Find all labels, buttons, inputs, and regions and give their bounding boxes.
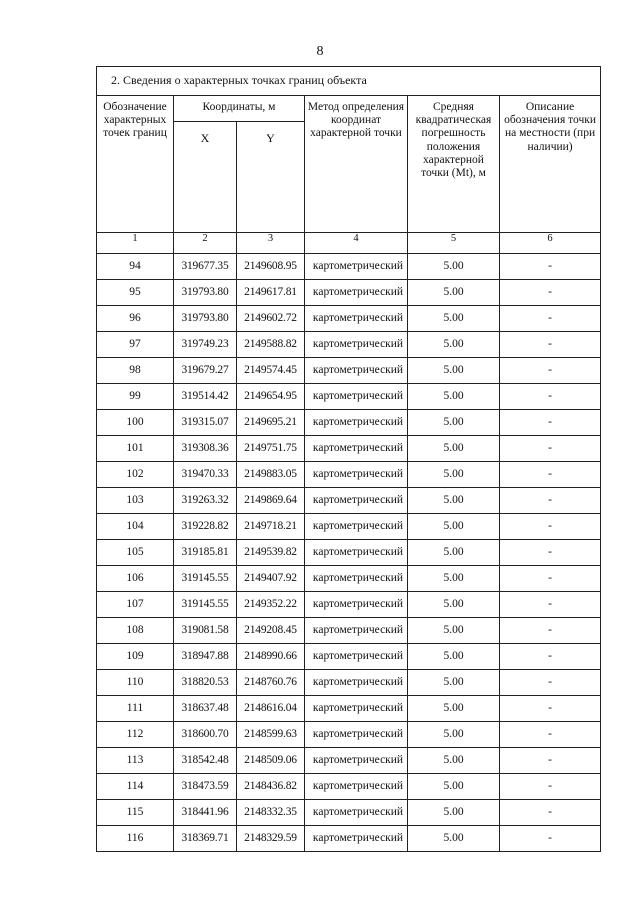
- y-coordinate-cell: 2149654.95: [237, 384, 305, 410]
- method-cell: картометрический: [305, 748, 408, 774]
- description-cell: -: [500, 748, 601, 774]
- y-coordinate-cell: 2149751.75: [237, 436, 305, 462]
- point-number-cell: 105: [97, 540, 174, 566]
- table-row: [97, 384, 601, 410]
- x-coordinate-cell: 319308.36: [174, 436, 237, 462]
- point-number-cell: 97: [97, 332, 174, 358]
- description-cell: -: [500, 826, 601, 852]
- error-cell: 5.00: [408, 696, 500, 722]
- table-row: [97, 696, 601, 722]
- method-cell: картометрический: [305, 696, 408, 722]
- description-cell: -: [500, 254, 601, 280]
- table-row: [97, 540, 601, 566]
- page-number: 8: [316, 44, 324, 59]
- table-row: [97, 358, 601, 384]
- table-row: [97, 618, 601, 644]
- error-cell: 5.00: [408, 410, 500, 436]
- x-coordinate-cell: 319749.23: [174, 332, 237, 358]
- error-cell: 5.00: [408, 826, 500, 852]
- point-number-cell: 100: [97, 410, 174, 436]
- method-cell: картометрический: [305, 566, 408, 592]
- table-row: [97, 800, 601, 826]
- y-coordinate-cell: 2149352.22: [237, 592, 305, 618]
- x-coordinate-cell: 319679.27: [174, 358, 237, 384]
- error-cell: 5.00: [408, 540, 500, 566]
- x-coordinate-cell: 318369.71: [174, 826, 237, 852]
- table-row: [97, 592, 601, 618]
- column-number: 6: [500, 233, 601, 254]
- y-coordinate-cell: 2148509.06: [237, 748, 305, 774]
- method-cell: картометрический: [305, 514, 408, 540]
- description-cell: -: [500, 696, 601, 722]
- x-coordinate-cell: 319145.55: [174, 566, 237, 592]
- point-number-cell: 110: [97, 670, 174, 696]
- method-cell: картометрический: [305, 358, 408, 384]
- method-cell: картометрический: [305, 540, 408, 566]
- y-coordinate-cell: 2148760.76: [237, 670, 305, 696]
- x-coordinate-cell: 318637.48: [174, 696, 237, 722]
- x-coordinate-cell: 319677.35: [174, 254, 237, 280]
- header-coordinates: Координаты, м: [174, 96, 305, 122]
- y-coordinate-cell: 2149208.45: [237, 618, 305, 644]
- header-error: Средняя квадратическая погрешность положения характерной точки (Mt), м: [408, 96, 500, 233]
- x-coordinate-cell: 318542.48: [174, 748, 237, 774]
- method-cell: картометрический: [305, 670, 408, 696]
- y-coordinate-cell: 2148616.04: [237, 696, 305, 722]
- method-cell: картометрический: [305, 254, 408, 280]
- method-cell: картометрический: [305, 436, 408, 462]
- method-cell: картометрический: [305, 800, 408, 826]
- method-cell: картометрический: [305, 618, 408, 644]
- method-cell: картометрический: [305, 462, 408, 488]
- description-cell: -: [500, 306, 601, 332]
- boundary-points-table: [96, 66, 601, 852]
- point-number-cell: 107: [97, 592, 174, 618]
- x-coordinate-cell: 318947.88: [174, 644, 237, 670]
- description-cell: -: [500, 410, 601, 436]
- x-coordinate-cell: 319185.81: [174, 540, 237, 566]
- method-cell: картометрический: [305, 722, 408, 748]
- description-cell: -: [500, 800, 601, 826]
- method-cell: картометрический: [305, 280, 408, 306]
- description-cell: -: [500, 514, 601, 540]
- x-coordinate-cell: 319081.58: [174, 618, 237, 644]
- description-cell: -: [500, 566, 601, 592]
- table-row: [97, 254, 601, 280]
- point-number-cell: 106: [97, 566, 174, 592]
- point-number-cell: 109: [97, 644, 174, 670]
- method-cell: картометрический: [305, 410, 408, 436]
- method-cell: картометрический: [305, 384, 408, 410]
- table-row: [97, 332, 601, 358]
- point-number-cell: 116: [97, 826, 174, 852]
- y-coordinate-cell: 2149883.05: [237, 462, 305, 488]
- method-cell: картометрический: [305, 774, 408, 800]
- error-cell: 5.00: [408, 254, 500, 280]
- point-number-cell: 96: [97, 306, 174, 332]
- y-coordinate-cell: 2149574.45: [237, 358, 305, 384]
- y-coordinate-cell: 2149718.21: [237, 514, 305, 540]
- error-cell: 5.00: [408, 462, 500, 488]
- section-title: 2. Сведения о характерных точках границ объекта: [97, 67, 601, 96]
- point-number-cell: 112: [97, 722, 174, 748]
- point-number-cell: 113: [97, 748, 174, 774]
- method-cell: картометрический: [305, 644, 408, 670]
- description-cell: -: [500, 358, 601, 384]
- error-cell: 5.00: [408, 514, 500, 540]
- table-row: [97, 306, 601, 332]
- error-cell: 5.00: [408, 332, 500, 358]
- x-coordinate-cell: 319228.82: [174, 514, 237, 540]
- method-cell: картометрический: [305, 826, 408, 852]
- error-cell: 5.00: [408, 748, 500, 774]
- y-coordinate-cell: 2149588.82: [237, 332, 305, 358]
- header-description: Описание обозначения точки на местности (при наличии): [500, 96, 601, 233]
- method-cell: картометрический: [305, 332, 408, 358]
- description-cell: -: [500, 774, 601, 800]
- description-cell: -: [500, 618, 601, 644]
- description-cell: -: [500, 540, 601, 566]
- point-number-cell: 104: [97, 514, 174, 540]
- description-cell: -: [500, 644, 601, 670]
- error-cell: 5.00: [408, 670, 500, 696]
- point-number-cell: 103: [97, 488, 174, 514]
- y-coordinate-cell: 2149608.95: [237, 254, 305, 280]
- y-coordinate-cell: 2148436.82: [237, 774, 305, 800]
- header-y: Y: [237, 122, 305, 233]
- description-cell: -: [500, 384, 601, 410]
- point-number-cell: 115: [97, 800, 174, 826]
- table-row: [97, 488, 601, 514]
- point-number-cell: 111: [97, 696, 174, 722]
- error-cell: 5.00: [408, 436, 500, 462]
- y-coordinate-cell: 2148599.63: [237, 722, 305, 748]
- table-body: [97, 254, 601, 852]
- point-number-cell: 98: [97, 358, 174, 384]
- description-cell: -: [500, 436, 601, 462]
- error-cell: 5.00: [408, 774, 500, 800]
- error-cell: 5.00: [408, 488, 500, 514]
- x-coordinate-cell: 318820.53: [174, 670, 237, 696]
- table-row: [97, 774, 601, 800]
- column-number: 3: [237, 233, 305, 254]
- header-designation: Обозначение характерных точек границ: [97, 96, 174, 233]
- error-cell: 5.00: [408, 618, 500, 644]
- table-row: [97, 514, 601, 540]
- method-cell: картометрический: [305, 306, 408, 332]
- x-coordinate-cell: 319793.80: [174, 306, 237, 332]
- method-cell: картометрический: [305, 488, 408, 514]
- x-coordinate-cell: 319793.80: [174, 280, 237, 306]
- table-row: [97, 566, 601, 592]
- point-number-cell: 102: [97, 462, 174, 488]
- y-coordinate-cell: 2149617.81: [237, 280, 305, 306]
- table-row: [97, 748, 601, 774]
- error-cell: 5.00: [408, 280, 500, 306]
- error-cell: 5.00: [408, 800, 500, 826]
- y-coordinate-cell: 2149539.82: [237, 540, 305, 566]
- x-coordinate-cell: 319315.07: [174, 410, 237, 436]
- x-coordinate-cell: 318600.70: [174, 722, 237, 748]
- y-coordinate-cell: 2148990.66: [237, 644, 305, 670]
- table-row: [97, 826, 601, 852]
- description-cell: -: [500, 488, 601, 514]
- point-number-cell: 99: [97, 384, 174, 410]
- table-row: [97, 280, 601, 306]
- description-cell: -: [500, 280, 601, 306]
- table-row: [97, 462, 601, 488]
- error-cell: 5.00: [408, 644, 500, 670]
- y-coordinate-cell: 2149407.92: [237, 566, 305, 592]
- error-cell: 5.00: [408, 384, 500, 410]
- table-row: [97, 722, 601, 748]
- table-row: [97, 436, 601, 462]
- table-row: [97, 670, 601, 696]
- table-row: [97, 410, 601, 436]
- description-cell: -: [500, 670, 601, 696]
- x-coordinate-cell: 319514.42: [174, 384, 237, 410]
- x-coordinate-cell: 319145.55: [174, 592, 237, 618]
- x-coordinate-cell: 319470.33: [174, 462, 237, 488]
- description-cell: -: [500, 332, 601, 358]
- header-x: X: [174, 122, 237, 233]
- error-cell: 5.00: [408, 592, 500, 618]
- column-number: 4: [305, 233, 408, 254]
- error-cell: 5.00: [408, 722, 500, 748]
- description-cell: -: [500, 592, 601, 618]
- column-number: 5: [408, 233, 500, 254]
- x-coordinate-cell: 318473.59: [174, 774, 237, 800]
- error-cell: 5.00: [408, 306, 500, 332]
- description-cell: -: [500, 462, 601, 488]
- x-coordinate-cell: 319263.32: [174, 488, 237, 514]
- y-coordinate-cell: 2149695.21: [237, 410, 305, 436]
- point-number-cell: 101: [97, 436, 174, 462]
- y-coordinate-cell: 2148332.35: [237, 800, 305, 826]
- y-coordinate-cell: 2149869.64: [237, 488, 305, 514]
- column-number: 1: [97, 233, 174, 254]
- header-method: Метод определения координат характерной точки: [305, 96, 408, 233]
- point-number-cell: 108: [97, 618, 174, 644]
- description-cell: -: [500, 722, 601, 748]
- column-number: 2: [174, 233, 237, 254]
- point-number-cell: 94: [97, 254, 174, 280]
- error-cell: 5.00: [408, 566, 500, 592]
- point-number-cell: 114: [97, 774, 174, 800]
- point-number-cell: 95: [97, 280, 174, 306]
- x-coordinate-cell: 318441.96: [174, 800, 237, 826]
- y-coordinate-cell: 2148329.59: [237, 826, 305, 852]
- error-cell: 5.00: [408, 358, 500, 384]
- y-coordinate-cell: 2149602.72: [237, 306, 305, 332]
- table-row: [97, 644, 601, 670]
- method-cell: картометрический: [305, 592, 408, 618]
